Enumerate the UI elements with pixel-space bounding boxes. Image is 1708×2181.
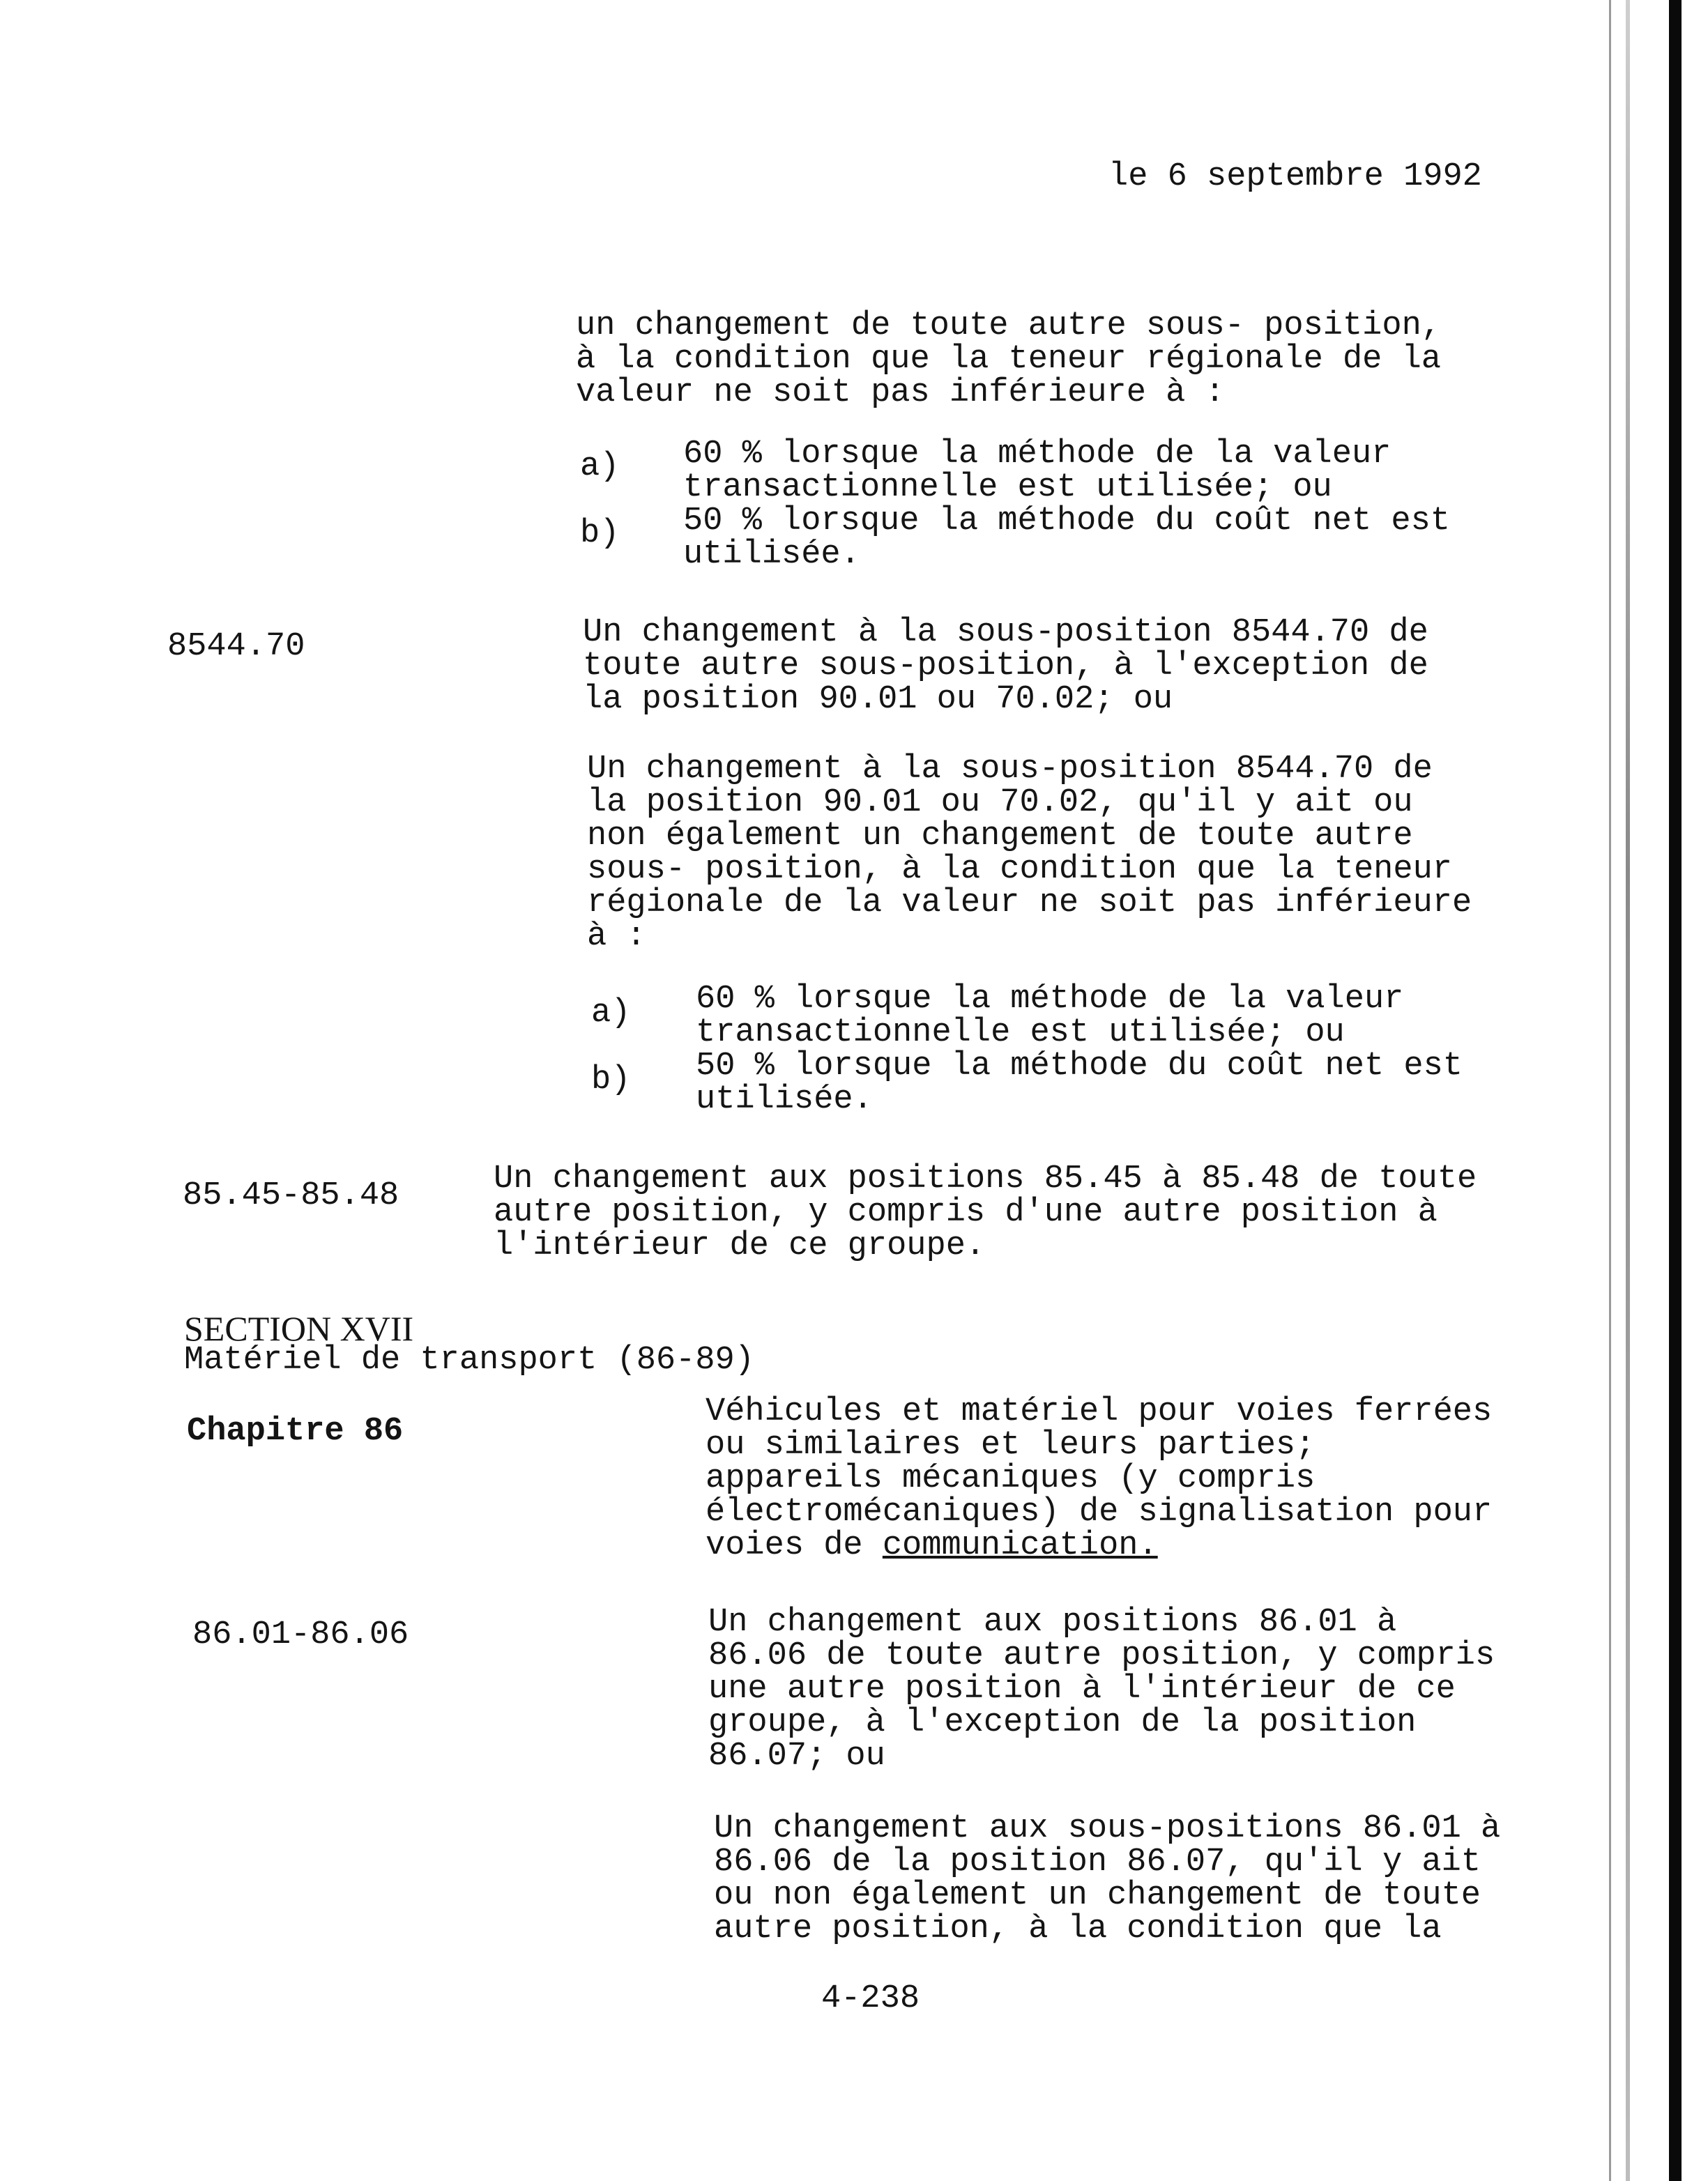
item-text-b: 50 % lorsque la méthode du coût net est utilisée. bbox=[683, 503, 1450, 573]
tariff-code-8544-70: 8544.70 bbox=[167, 628, 305, 665]
continuation-paragraph: un changement de toute autre sous- position, à la condition que la teneur régionale de la valeur ne soit pas inférieure à : bbox=[576, 307, 1442, 411]
rule-paragraph: Un changement aux positions 85.45 à 85.48 de toute autre position, y compris d'une autre position à l'intérieur de ce groupe. bbox=[494, 1161, 1477, 1264]
rule-paragraph: Un changement à la sous-position 8544.70 de toute autre sous-position, à l'exception de la position 90.01 ou 70.02; ou bbox=[583, 614, 1428, 718]
scan-edge-border bbox=[1669, 0, 1682, 2181]
rule-paragraph: Un changement à la sous-position 8544.70 de la position 90.01 ou 70.02, qu'il y ait ou non également un changement de toute autre sous- position, à la condition que la teneur régionale de la valeur ne soit pas inférieure à : bbox=[587, 751, 1472, 955]
item-label-b: b) bbox=[591, 1062, 631, 1099]
rule-paragraph: Un changement aux sous-positions 86.01 à 86.06 de la position 86.07, qu'il y ait ou non également un changement de toute autre position, à la condition que la bbox=[714, 1810, 1501, 1947]
chapter-description-underlined: communication. bbox=[882, 1527, 1158, 1564]
chapter-description bbox=[706, 1395, 1492, 1563]
scan-edge-shadow bbox=[1609, 0, 1611, 2181]
item-label-a: a) bbox=[591, 995, 631, 1032]
tariff-code-86-01-86-06: 86.01-86.06 bbox=[192, 1616, 409, 1653]
scan-edge-gray bbox=[1626, 0, 1630, 2181]
item-label-b: b) bbox=[580, 515, 620, 552]
item-text-a: 60 % lorsque la méthode de la valeur transactionnelle est utilisée; ou bbox=[696, 981, 1404, 1051]
chapter-label: Chapitre 86 bbox=[187, 1413, 404, 1450]
item-label-a: a) bbox=[580, 448, 620, 485]
page-number: 4-238 bbox=[821, 1980, 920, 2017]
tariff-code-85-45-85-48: 85.45-85.48 bbox=[183, 1177, 399, 1214]
item-text-b: 50 % lorsque la méthode du coût net est utilisée. bbox=[696, 1048, 1463, 1118]
section-title: SECTION XVII bbox=[184, 1309, 414, 1348]
rule-paragraph: Un changement aux positions 86.01 à 86.06 de toute autre position, y compris une autre position à l'intérieur de ce groupe, à l'exception de la position 86.07; ou bbox=[708, 1604, 1495, 1775]
section-subtitle: Matériel de transport (86-89) bbox=[184, 1342, 754, 1379]
document-date: le 6 septembre 1992 bbox=[1108, 158, 1482, 195]
item-text-a: 60 % lorsque la méthode de la valeur transactionnelle est utilisée; ou bbox=[683, 436, 1391, 506]
chapter-description-text: Véhicules et matériel pour voies ferrées ou similaires et leurs parties; appareils mécaniques (y compris électromécaniques) de signalisation pour voies de bbox=[706, 1393, 1493, 1564]
